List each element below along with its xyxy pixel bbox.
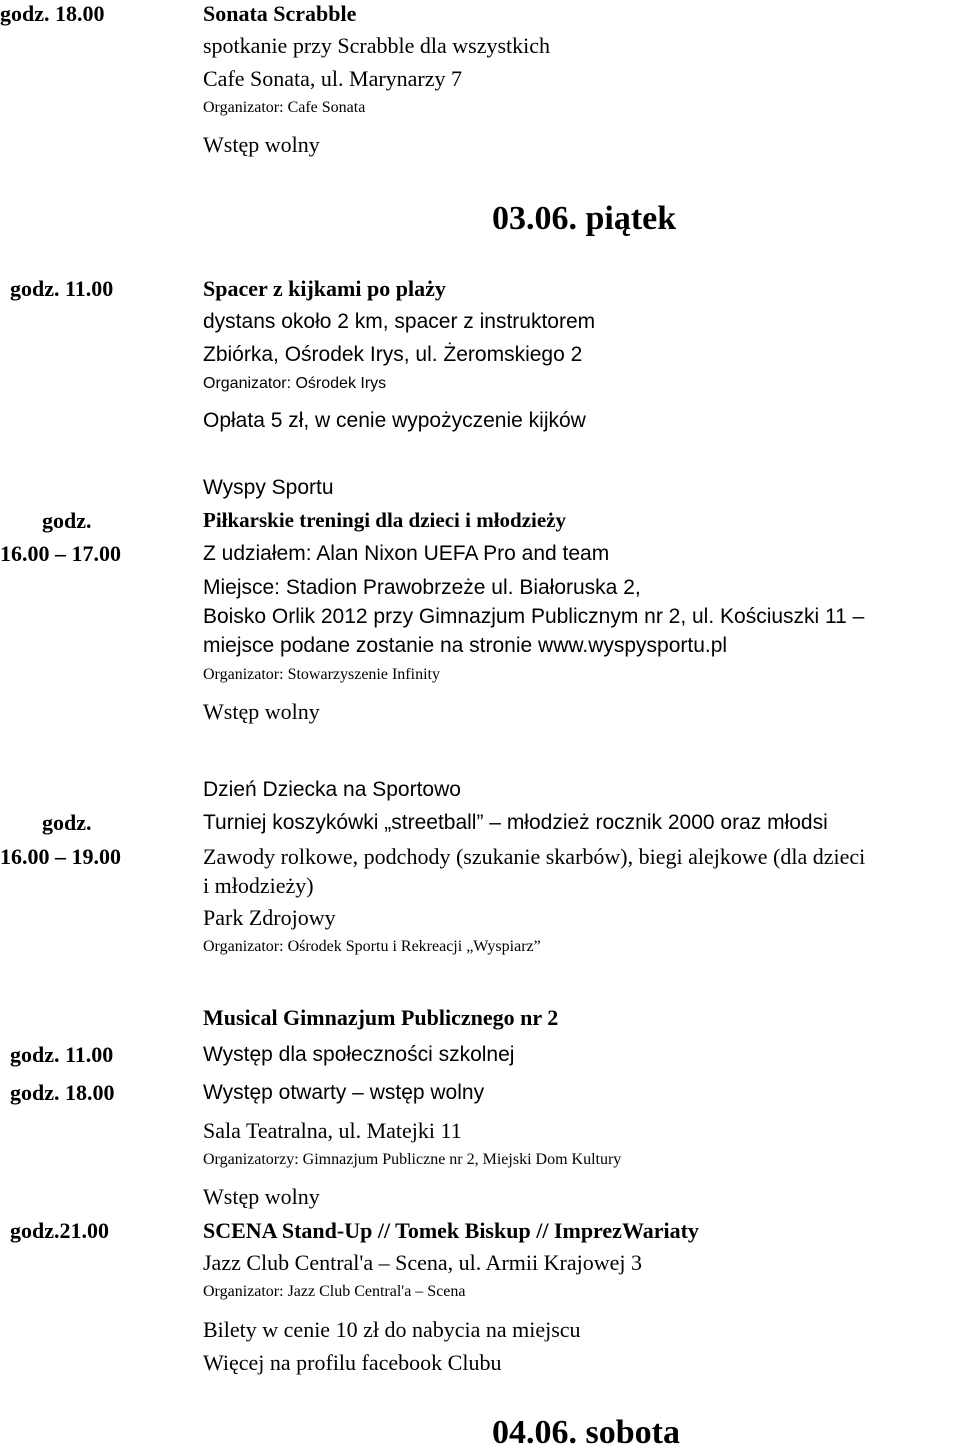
event-time: godz. 18.00 <box>10 1080 115 1105</box>
event-title: Wyspy Sportu <box>203 476 334 499</box>
event-entry: Wstęp wolny <box>203 132 320 157</box>
event-fee: Opłata 5 zł, w cenie wypożyczenie kijków <box>203 409 586 432</box>
event-organizer: Organizatorzy: Gimnazjum Publiczne nr 2, Miejski Dom Kultury <box>203 1151 622 1168</box>
event-line: i młodzieży) <box>203 873 314 898</box>
event-organizer: Organizator: Stowarzyszenie Infinity <box>203 666 440 683</box>
event-description: dystans około 2 km, spacer z instruktorem <box>203 310 596 333</box>
event-line: Występ otwarty – wstęp wolny <box>203 1081 485 1104</box>
day-heading: 03.06. piątek <box>492 200 677 237</box>
event-time-range: 16.00 – 17.00 <box>0 541 121 566</box>
event-time: godz.21.00 <box>10 1218 109 1243</box>
event-title: Spacer z kijkami po plaży <box>203 276 446 301</box>
event-line: miejsce podane zostanie na stronie www.wyspysportu.pl <box>203 634 728 657</box>
event-time: godz. <box>42 508 92 533</box>
event-more-info: Więcej na profilu facebook Clubu <box>203 1350 502 1375</box>
event-line: Występ dla społeczności szkolnej <box>203 1043 515 1066</box>
event-place: Cafe Sonata, ul. Marynarzy 7 <box>203 66 463 91</box>
event-title: SCENA Stand-Up // Tomek Biskup // ImprezWariaty <box>203 1218 699 1243</box>
event-time: godz. 11.00 <box>10 276 114 301</box>
event-place: Park Zdrojowy <box>203 905 336 930</box>
event-line: Boisko Orlik 2012 przy Gimnazjum Publicznym nr 2, ul. Kościuszki 11 – <box>203 605 865 628</box>
event-line: Zawody rolkowe, podchody (szukanie skarbów), biegi alejkowe (dla dzieci <box>203 844 866 869</box>
event-subtitle: Piłkarskie treningi dla dzieci i młodzieży <box>203 508 566 532</box>
event-organizer: Organizator: Ośrodek Irys <box>203 375 387 392</box>
event-time-range: 16.00 – 19.00 <box>0 844 121 869</box>
day-heading: 04.06. sobota <box>492 1414 680 1451</box>
event-title: Musical Gimnazjum Publicznego nr 2 <box>203 1005 559 1030</box>
event-place: Zbiórka, Ośrodek Irys, ul. Żeromskiego 2 <box>203 343 583 366</box>
event-entry: Wstęp wolny <box>203 699 320 724</box>
event-title: Sonata Scrabble <box>203 1 357 26</box>
event-organizer: Organizator: Ośrodek Sportu i Rekreacji „Wyspiarz” <box>203 938 541 955</box>
event-time: godz. 18.00 <box>0 1 105 26</box>
event-entry: Wstęp wolny <box>203 1184 320 1209</box>
event-tickets: Bilety w cenie 10 zł do nabycia na miejscu <box>203 1317 581 1342</box>
event-description: spotkanie przy Scrabble dla wszystkich <box>203 33 551 58</box>
event-line: Turniej koszykówki „streetball” – młodzież rocznik 2000 oraz młodsi <box>203 811 828 834</box>
event-place: Jazz Club Central'a – Scena, ul. Armii Krajowej 3 <box>203 1250 642 1275</box>
event-time: godz. <box>42 810 92 835</box>
event-time: godz. 11.00 <box>10 1042 114 1067</box>
event-line: Miejsce: Stadion Prawobrzeże ul. Białoruska 2, <box>203 576 641 599</box>
event-title: Dzień Dziecka na Sportowo <box>203 778 461 801</box>
event-organizer: Organizator: Cafe Sonata <box>203 99 366 116</box>
event-line: Z udziałem: Alan Nixon UEFA Pro and team <box>203 542 610 565</box>
event-organizer: Organizator: Jazz Club Central'a – Scena <box>203 1283 466 1300</box>
event-place: Sala Teatralna, ul. Matejki 11 <box>203 1118 462 1143</box>
